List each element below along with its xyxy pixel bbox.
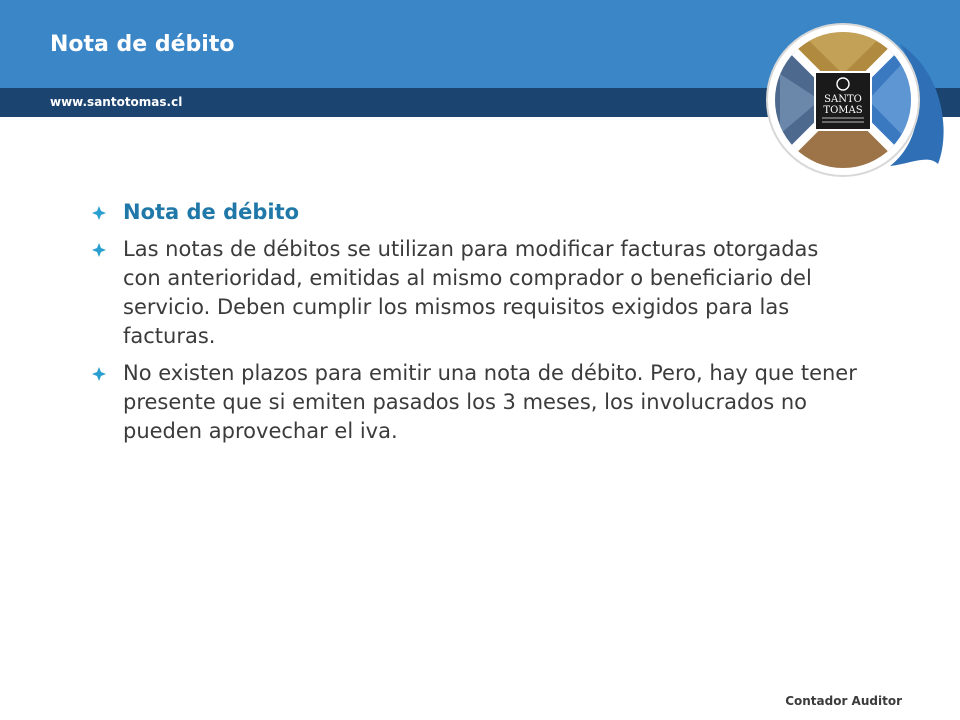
logo-text-line2: TOMAS [823, 105, 863, 116]
bullet-text: Las notas de débitos se utilizan para modificar facturas otorgadas con anterioridad, emitidas al mismo comprador o beneficiario del servicio. Deben cumplir los mismos requisitos exigidos para las facturas. [123, 237, 819, 348]
slide-title: Nota de débito [50, 32, 235, 57]
website-url: www.santotomas.cl [50, 95, 183, 109]
bullet-list [92, 198, 862, 454]
list-item [92, 198, 862, 227]
list-item [92, 359, 862, 446]
footer-label: Contador Auditor [785, 694, 902, 708]
logo-text-line1: SANTO [824, 94, 862, 105]
diamond-bullet-icon [92, 367, 106, 381]
diamond-bullet-icon [92, 206, 106, 220]
bullet-text: Nota de débito [123, 200, 300, 224]
bullet-text: No existen plazos para emitir una nota de débito. Pero, hay que tener presente que si emiten pasados los 3 meses, los involucrados no pueden aprovechar el iva. [123, 361, 857, 443]
list-item [92, 235, 862, 351]
diamond-bullet-icon [92, 243, 106, 257]
santo-tomas-logo-badge [760, 14, 950, 184]
